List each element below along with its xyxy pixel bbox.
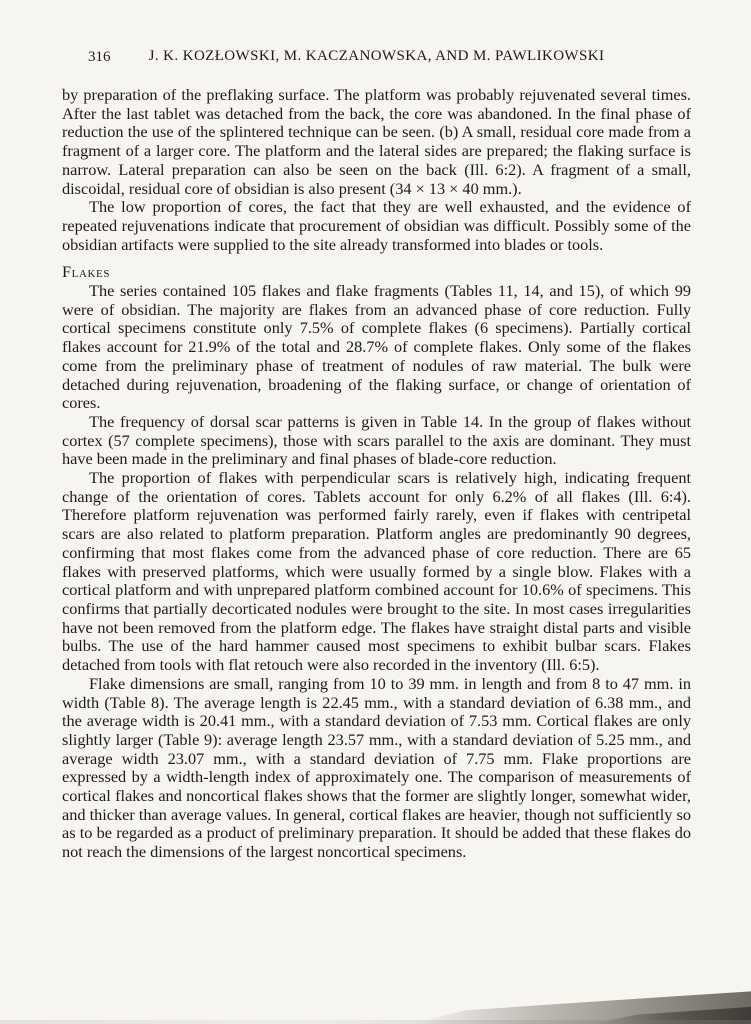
- paragraph: The frequency of dorsal scar patterns is given in Table 14. In the group of flakes without cortex (57 complete specimens), those with scars parallel to the axis are dominant. They must have been made in the preliminary and final phases of blade-core reduction.: [62, 411, 691, 469]
- document-page: [62, 48, 691, 862]
- paragraph: The proportion of flakes with perpendicular scars is relatively high, indicating frequent change of the orientation of cores. Tablets account for only 6.2% of all flakes (Ill. 6:4). Therefore platform rejuvenation was performed fairly rarely, even if flakes with centripetal scars are also related to platform preparation. Platform angles are predominantly 90 degrees, confirming that most flakes come from the advanced phase of core reduction. There are 65 flakes with preserved platforms, which were usually formed by a single blow. Flakes with a cortical platform and with unprepared platform combined account for 10.6% of specimens. This confirms that partially decorticated nodules were brought to the site. In most cases irregularities have not been removed from the platform edge. The flakes have straight distal parts and visible bulbs. The use of the hard hammer caused most specimens to exhibit bulbar scars. Flakes detached from tools with flat retouch were also recorded in the inventory (Ill. 6:5).: [62, 468, 691, 675]
- paragraph: Flake dimensions are small, ranging from 10 to 39 mm. in length and from 8 to 47 mm. in width (Table 8). The average length is 22.45 mm., with a standard deviation of 6.38 mm., and the average width is 20.41 mm., with a standard deviation of 7.53 mm. Cortical flakes are only slightly larger (Table 9): average length 23.57 mm., with a standard deviation of 5.25 mm., and average width 23.07 mm., with a standard deviation of 7.75 mm. Flake proportions are expressed by a width-length index of approximately one. The comparison of measurements of cortical flakes and noncortical flakes shows that the former are slightly longer, somewhat wider, and thicker than average values. In general, cortical flakes are heavier, though not sufficiently so as to be regarded as a product of preliminary preparation. It should be added that these flakes do not reach the dimensions of the largest noncortical specimens.: [62, 673, 691, 862]
- page-number: 316: [88, 49, 111, 65]
- page-body: [62, 86, 691, 862]
- scan-shadow-dark: [591, 1002, 751, 1024]
- scan-edge-bottom: [0, 1020, 751, 1024]
- section-heading: Flakes: [62, 262, 111, 282]
- paragraph: The low proportion of cores, the fact that they are well exhausted, and the evidence of repeated rejuvenations indicate that procurement of obsidian was difficult. Possibly some of the obsidian artifacts were supplied to the site already transformed into blades or tools.: [62, 197, 691, 254]
- running-head-authors: J. K. KOZŁOWSKI, M. KACZANOWSKA, AND M. PAWLIKOWSKI: [148, 48, 605, 64]
- running-header: [62, 48, 691, 70]
- scan-shadow: [411, 986, 751, 1024]
- paragraph: by preparation of the preflaking surface. The platform was probably rejuvenated several times. After the last tablet was detached from the back, the core was abandoned. In the final phase of reduction the use of the splintered technique can be seen. (b) A small, residual core made from a fragment of a larger core. The platform and the lateral sides are prepared; the flaking surface is narrow. Lateral preparation can also be seen on the back (Ill. 6:2). A fragment of a small, discoidal, residual core of obsidian is also present (34 × 13 × 40 mm.).: [62, 85, 691, 198]
- paragraph: The series contained 105 flakes and flake fragments (Tables 11, 14, and 15), of which 99 were of obsidian. The majority are flakes from an advanced phase of core reduction. Fully cortical specimens constitute only 7.5% of complete flakes (6 specimens). Partially cortical flakes account for 21.9% of the total and 28.7% of complete flakes. Only some of the flakes come from the preliminary phase of treatment of nodules of raw material. The bulk were detached during rejuvenation, broadening of the flaking surface, or change of orientation of cores.: [62, 281, 691, 413]
